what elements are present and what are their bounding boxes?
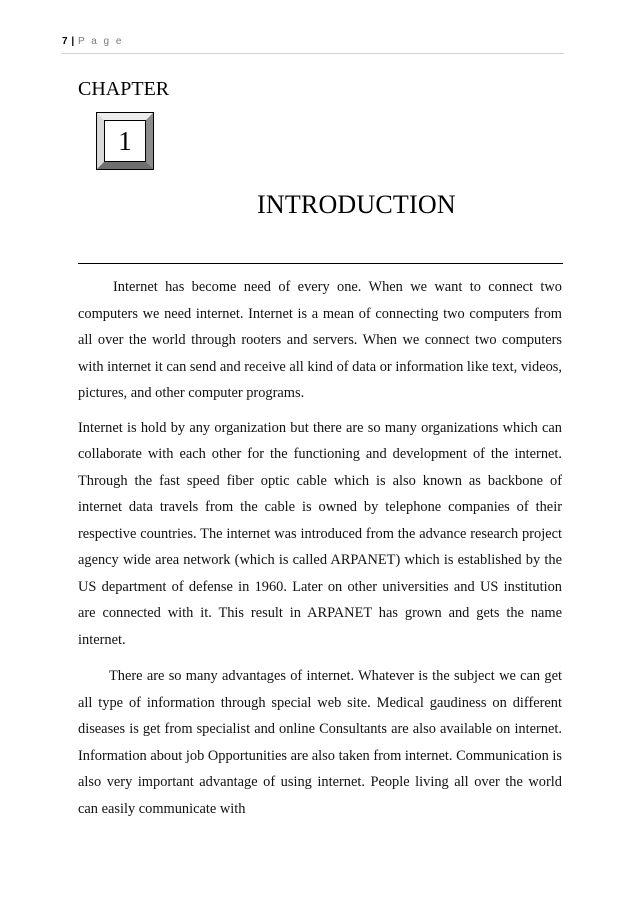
chapter-number: 1 (104, 120, 146, 162)
header-divider (62, 53, 564, 54)
body-text (78, 244, 562, 822)
chapter-label: CHAPTER (78, 78, 170, 100)
chapter-number-box (97, 113, 153, 169)
chapter-title: INTRODUCTION (257, 190, 456, 219)
paragraph-2: Internet is hold by any organization but there are so many organizations which can collaborate with each other for the functioning and development of the internet. Through the fast speed fiber optic cable which is also known as backbone of internet data travels from the cable is owned by telephone companies of their respective countries. The internet was introduced from the advance research project agency wide area network (which is called ARPANET) which is established by the US department of defense in 1960. Later on other universities and US institution are connected with it. This result in ARPANET has grown and gets the name internet. (78, 419, 562, 648)
page-separator: | (71, 36, 75, 47)
page-label: P a g e (77, 36, 124, 47)
paragraph-1: Internet has become need of every one. When we want to connect two computers we need internet. Internet is a mean of connecting two computers from all over the world through rooters and servers. When we connect two computers with internet it can send and receive all kind of data or information like text, videos, pictures, and other computer programs. (78, 279, 562, 401)
page-header (62, 36, 564, 47)
paragraph-3: There are so many advantages of internet. Whatever is the subject we can get all type of information through special web site. Medical gaudiness on different diseases is get from specialist and online Consultants are also available on internet. Information about job Opportunities are also taken from internet. Communication is also very important advantage of using internet. People living all over the world can easily communicate with (78, 668, 562, 817)
page-number: 7 (62, 36, 68, 47)
